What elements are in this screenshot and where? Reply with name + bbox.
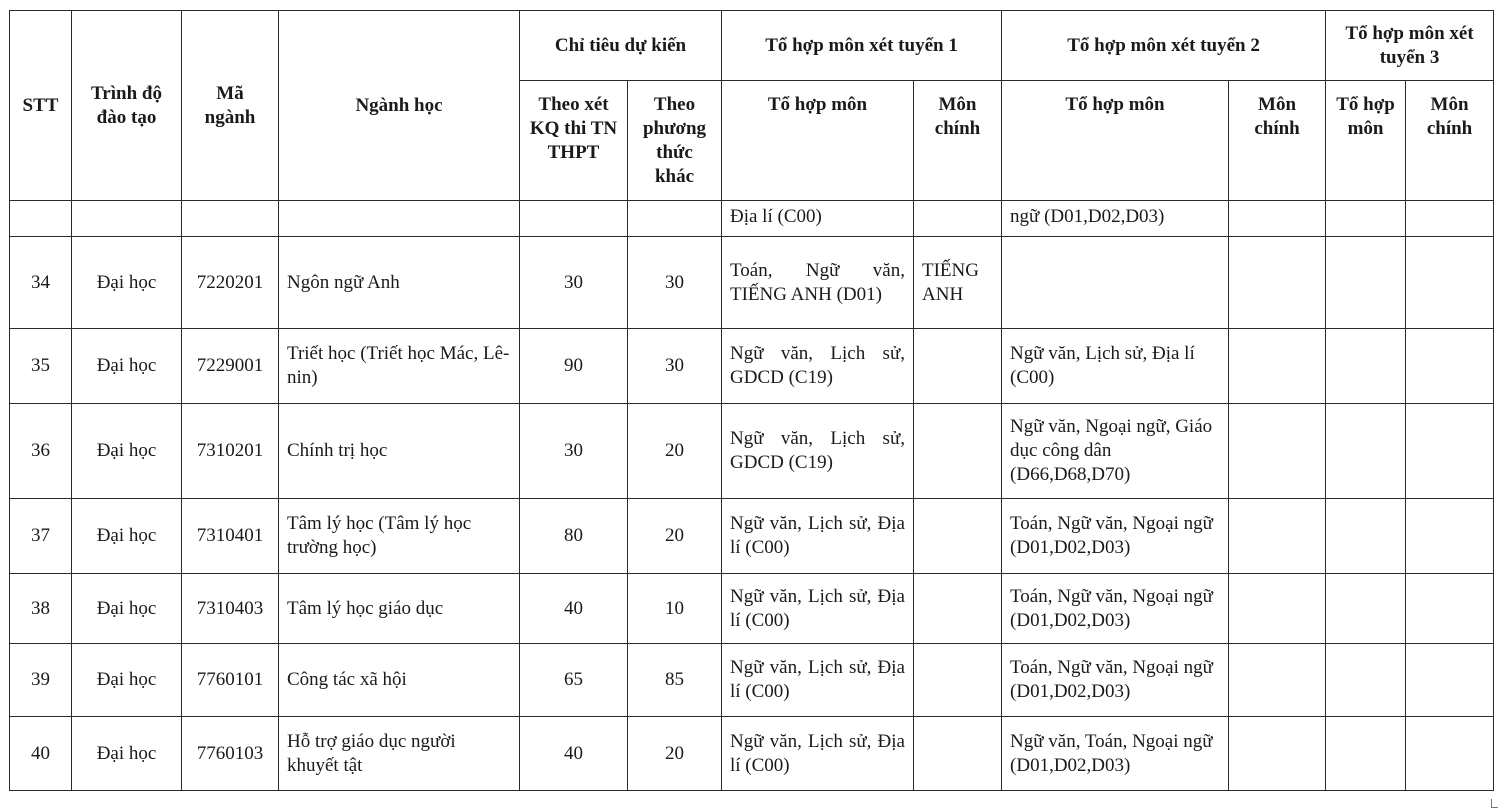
cell-empty bbox=[279, 201, 520, 237]
cell-mon-chinh-3 bbox=[1406, 237, 1494, 329]
header-to-hop-1: Tổ hợp môn xét tuyển 1 bbox=[722, 11, 1002, 81]
cell-mon-chinh-2 bbox=[1229, 717, 1326, 791]
cell-mon-chinh-3 bbox=[1406, 329, 1494, 404]
cell-to-hop-1: Địa lí (C00) bbox=[722, 201, 914, 237]
cell-khac: 20 bbox=[628, 404, 722, 499]
table-row bbox=[10, 574, 1494, 644]
cell-stt: 40 bbox=[10, 717, 72, 791]
cell-ma-nganh: 7310403 bbox=[182, 574, 279, 644]
header-mon-chinh-1: Môn chính bbox=[914, 81, 1002, 201]
cell-empty bbox=[72, 201, 182, 237]
cell-mon-chinh-3 bbox=[1406, 644, 1494, 717]
cell-to-hop-2: Toán, Ngữ văn, Ngoại ngữ (D01,D02,D03) bbox=[1002, 499, 1229, 574]
cell-empty bbox=[1326, 201, 1406, 237]
cell-mon-chinh-3 bbox=[1406, 499, 1494, 574]
cell-to-hop-3 bbox=[1326, 237, 1406, 329]
cell-empty bbox=[10, 201, 72, 237]
cell-to-hop-1: Toán, Ngữ văn, TIẾNG ANH (D01) bbox=[722, 237, 914, 329]
cell-to-hop-1: Ngữ văn, Lịch sử, Địa lí (C00) bbox=[722, 574, 914, 644]
cell-to-hop-3 bbox=[1326, 329, 1406, 404]
header-to-hop-mon-3: Tổ hợp môn bbox=[1326, 81, 1406, 201]
cell-nganh-hoc: Tâm lý học (Tâm lý học trường học) bbox=[279, 499, 520, 574]
cell-nganh-hoc: Chính trị học bbox=[279, 404, 520, 499]
cell-ma-nganh: 7310401 bbox=[182, 499, 279, 574]
cell-thpt: 65 bbox=[520, 644, 628, 717]
cell-trinh-do: Đại học bbox=[72, 717, 182, 791]
cell-khac: 30 bbox=[628, 329, 722, 404]
cell-to-hop-2: ngữ (D01,D02,D03) bbox=[1002, 201, 1229, 237]
cell-to-hop-2: Toán, Ngữ văn, Ngoại ngữ (D01,D02,D03) bbox=[1002, 574, 1229, 644]
cell-ma-nganh: 7760101 bbox=[182, 644, 279, 717]
cell-thpt: 30 bbox=[520, 237, 628, 329]
cell-nganh-hoc: Hỗ trợ giáo dục người khuyết tật bbox=[279, 717, 520, 791]
header-chi-tieu-thpt: Theo xét KQ thi TN THPT bbox=[520, 81, 628, 201]
table-row-continuation bbox=[10, 201, 1494, 237]
header-to-hop-mon-1: Tổ hợp môn bbox=[722, 81, 914, 201]
cell-trinh-do: Đại học bbox=[72, 644, 182, 717]
cell-to-hop-2: Ngữ văn, Lịch sử, Địa lí (C00) bbox=[1002, 329, 1229, 404]
header-to-hop-mon-2: Tổ hợp môn bbox=[1002, 81, 1229, 201]
cell-to-hop-3 bbox=[1326, 499, 1406, 574]
header-stt: STT bbox=[10, 11, 72, 201]
header-mon-chinh-2: Môn chính bbox=[1229, 81, 1326, 201]
cell-mon-chinh-2 bbox=[1229, 499, 1326, 574]
header-to-hop-3: Tổ hợp môn xét tuyển 3 bbox=[1326, 11, 1494, 81]
cell-mon-chinh-1 bbox=[914, 499, 1002, 574]
cell-khac: 85 bbox=[628, 644, 722, 717]
cell-mon-chinh-1 bbox=[914, 574, 1002, 644]
cell-khac: 20 bbox=[628, 499, 722, 574]
cell-trinh-do: Đại học bbox=[72, 237, 182, 329]
cell-trinh-do: Đại học bbox=[72, 329, 182, 404]
cell-nganh-hoc: Công tác xã hội bbox=[279, 644, 520, 717]
cell-to-hop-2: Ngữ văn, Ngoại ngữ, Giáo dục công dân (D66,D68,D70) bbox=[1002, 404, 1229, 499]
cell-to-hop-1: Ngữ văn, Lịch sử, GDCD (C19) bbox=[722, 329, 914, 404]
header-to-hop-2: Tổ hợp môn xét tuyển 2 bbox=[1002, 11, 1326, 81]
cell-khac: 10 bbox=[628, 574, 722, 644]
cell-ma-nganh: 7229001 bbox=[182, 329, 279, 404]
cell-trinh-do: Đại học bbox=[72, 574, 182, 644]
cell-stt: 37 bbox=[10, 499, 72, 574]
cell-mon-chinh-2 bbox=[1229, 404, 1326, 499]
cell-empty bbox=[1406, 201, 1494, 237]
cell-thpt: 80 bbox=[520, 499, 628, 574]
table-row bbox=[10, 237, 1494, 329]
table-row bbox=[10, 329, 1494, 404]
cell-to-hop-3 bbox=[1326, 404, 1406, 499]
cell-thpt: 40 bbox=[520, 574, 628, 644]
table-body bbox=[10, 201, 1494, 791]
cell-to-hop-2 bbox=[1002, 237, 1229, 329]
cell-mon-chinh-3 bbox=[1406, 574, 1494, 644]
cell-to-hop-3 bbox=[1326, 717, 1406, 791]
cell-stt: 38 bbox=[10, 574, 72, 644]
cell-thpt: 30 bbox=[520, 404, 628, 499]
cell-thpt: 40 bbox=[520, 717, 628, 791]
cell-thpt: 90 bbox=[520, 329, 628, 404]
cell-trinh-do: Đại học bbox=[72, 499, 182, 574]
cell-mon-chinh-1 bbox=[914, 329, 1002, 404]
cell-khac: 30 bbox=[628, 237, 722, 329]
cell-to-hop-1: Ngữ văn, Lịch sử, Địa lí (C00) bbox=[722, 717, 914, 791]
table-row bbox=[10, 717, 1494, 791]
cell-mon-chinh-3 bbox=[1406, 404, 1494, 499]
cell-trinh-do: Đại học bbox=[72, 404, 182, 499]
cell-empty bbox=[914, 201, 1002, 237]
cell-nganh-hoc: Ngôn ngữ Anh bbox=[279, 237, 520, 329]
header-trinh-do: Trình độ đào tạo bbox=[72, 11, 182, 201]
cell-to-hop-1: Ngữ văn, Lịch sử, GDCD (C19) bbox=[722, 404, 914, 499]
cell-ma-nganh: 7310201 bbox=[182, 404, 279, 499]
cell-to-hop-1: Ngữ văn, Lịch sử, Địa lí (C00) bbox=[722, 499, 914, 574]
cell-empty bbox=[520, 201, 628, 237]
cell-stt: 34 bbox=[10, 237, 72, 329]
cell-to-hop-2: Ngữ văn, Toán, Ngoại ngữ (D01,D02,D03) bbox=[1002, 717, 1229, 791]
cell-ma-nganh: 7760103 bbox=[182, 717, 279, 791]
header-mon-chinh-3: Môn chính bbox=[1406, 81, 1494, 201]
table-row bbox=[10, 404, 1494, 499]
cell-nganh-hoc: Tâm lý học giáo dục bbox=[279, 574, 520, 644]
cell-stt: 36 bbox=[10, 404, 72, 499]
cell-mon-chinh-3 bbox=[1406, 717, 1494, 791]
cell-mon-chinh-2 bbox=[1229, 574, 1326, 644]
cell-to-hop-1: Ngữ văn, Lịch sử, Địa lí (C00) bbox=[722, 644, 914, 717]
page-corner-mark bbox=[1491, 799, 1498, 808]
cell-nganh-hoc: Triết học (Triết học Mác, Lê-nin) bbox=[279, 329, 520, 404]
header-nganh-hoc: Ngành học bbox=[279, 11, 520, 201]
header-chi-tieu-khac: Theo phương thức khác bbox=[628, 81, 722, 201]
cell-mon-chinh-1 bbox=[914, 404, 1002, 499]
table-row bbox=[10, 644, 1494, 717]
table-row bbox=[10, 499, 1494, 574]
cell-mon-chinh-1 bbox=[914, 717, 1002, 791]
header-chi-tieu: Chỉ tiêu dự kiến bbox=[520, 11, 722, 81]
table-header bbox=[10, 11, 1494, 201]
header-ma-nganh: Mã ngành bbox=[182, 11, 279, 201]
cell-mon-chinh-2 bbox=[1229, 237, 1326, 329]
cell-stt: 39 bbox=[10, 644, 72, 717]
cell-khac: 20 bbox=[628, 717, 722, 791]
cell-ma-nganh: 7220201 bbox=[182, 237, 279, 329]
admission-table bbox=[9, 10, 1494, 791]
cell-mon-chinh-1: TIẾNG ANH bbox=[914, 237, 1002, 329]
cell-empty bbox=[1229, 201, 1326, 237]
cell-empty bbox=[628, 201, 722, 237]
cell-mon-chinh-2 bbox=[1229, 644, 1326, 717]
cell-to-hop-3 bbox=[1326, 574, 1406, 644]
cell-stt: 35 bbox=[10, 329, 72, 404]
cell-to-hop-2: Toán, Ngữ văn, Ngoại ngữ (D01,D02,D03) bbox=[1002, 644, 1229, 717]
cell-mon-chinh-1 bbox=[914, 644, 1002, 717]
cell-mon-chinh-2 bbox=[1229, 329, 1326, 404]
cell-to-hop-3 bbox=[1326, 644, 1406, 717]
cell-empty bbox=[182, 201, 279, 237]
admission-table-container bbox=[9, 10, 1494, 791]
